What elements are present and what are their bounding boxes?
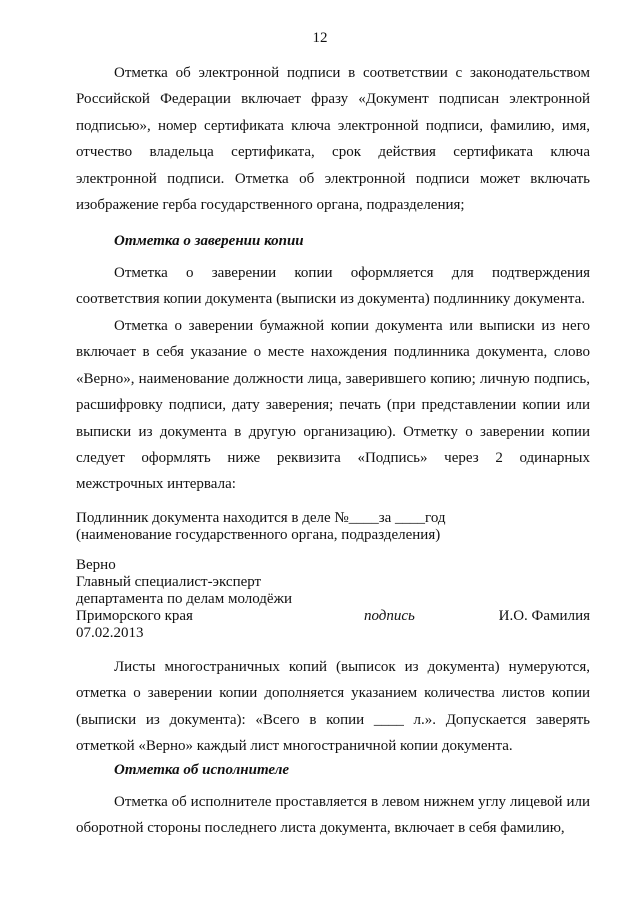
page-number: 12: [312, 30, 328, 46]
example-org-name: (наименование государственного органа, подразделения): [76, 527, 441, 543]
example-signer-name: И.О. Фамилия: [498, 608, 590, 624]
example-original-location: Подлинник документа находится в деле №____за ____год: [76, 510, 446, 526]
example-position-line1: Главный специалист-эксперт: [76, 574, 262, 590]
heading-copy-certification: Отметка о заверении копии: [114, 233, 304, 249]
example-verno: Верно: [76, 557, 116, 573]
example-date: 07.02.2013: [76, 625, 144, 641]
heading-executor-mark: Отметка об исполнителе: [114, 762, 290, 778]
paragraph-executor-mark: Отметка об исполнителе проставляется в левом нижнем углу лицевой или оборотной стороны последнего листа документа, включает в себя фамилию,: [76, 794, 590, 837]
paragraph-copy-certification-content: Отметка о заверении бумажной копии документа или выписки из него включает в себя указание о месте нахождения подлинника документа, слово «Верно», наименование должности лица, заверившего копию; личную подпись, расшифровку подписи, дату заверения; печать (при представлении копии или выписки из документа в другую организацию). Отметку о заверении копии следует оформлять ниже реквизита «Подпись» через 2 одинарных межстрочных интервала:: [76, 318, 590, 493]
example-position-line2: департамента по делам молодёжи: [76, 591, 292, 607]
paragraph-copy-certification-purpose: Отметка о заверении копии оформляется для подтверждения соответствия копии документа (выписки из документа) подлиннику документа.: [76, 265, 590, 308]
paragraph-electronic-signature: Отметка об электронной подписи в соответствии с законодательством Российской Федерации включает фразу «Документ подписан электронной подписью», номер сертификата ключа электронной подписи, фамилию, имя, отчество владельца сертификата, срок действия сертификата ключа электронной подписи. Отметка об электронной подписи может включать изображение герба государственного органа, подразделения;: [76, 65, 590, 214]
example-position-line3: Приморского края: [76, 608, 193, 624]
paragraph-multipage-copies: Листы многостраничных копий (выписок из документа) нумеруются, отметка о заверении копии дополняется указанием количества листов копии (выписки из документа): «Всего в копии ____ л.». Допускается заверять отметкой «Верно» каждый лист многостраничной копии документа.: [76, 659, 590, 755]
example-signature: подпись: [364, 608, 415, 624]
